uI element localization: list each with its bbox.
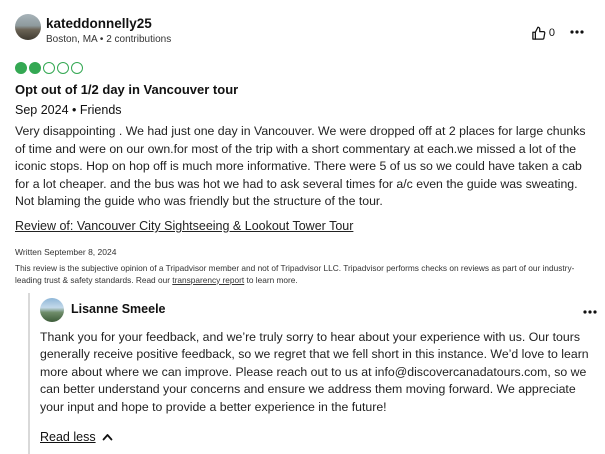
rating-bubble-empty (71, 62, 83, 74)
written-date: Written September 8, 2024 (15, 247, 117, 257)
read-less-button[interactable] (40, 430, 113, 444)
username[interactable]: kateddonnelly25 (46, 16, 152, 31)
more-options-icon[interactable] (569, 26, 585, 38)
rating-bubble-filled (15, 62, 27, 74)
trip-meta: Sep 2024 • Friends (15, 103, 122, 117)
helpful-count: 0 (548, 27, 555, 39)
response-divider (28, 293, 30, 454)
thumbs-up-icon (531, 26, 546, 41)
disclaimer-text: This review is the subjective opinion of a Tripadvisor member and not of Tripadvisor LLC. Tripadvisor performs checks on reviews as part of our industry-leading trust & safety standards. Read our (15, 263, 575, 285)
avatar[interactable] (15, 14, 41, 40)
helpful-vote-button[interactable] (531, 25, 555, 41)
response-text: Thank you for your feedback, and we’re truly sorry to hear about your experience with us. Our tours generally receive positive feedback, so we regret that we fell short in this instance. We’d love to learn more about where we can improve. Please reach out to us at info@discovercanadatours.com, so we can better understand your concerns and ensure we address them moving forward. We appreciate your input and hope to provide a better experience in the future! (40, 330, 589, 414)
chevron-up-icon (102, 433, 113, 441)
user-info: Boston, MA • 2 contributions (46, 34, 172, 45)
review-title: Opt out of 1/2 day in Vancouver tour (15, 82, 239, 97)
review-of-link[interactable]: Review of: Vancouver City Sightseeing & Lookout Tower Tour (15, 219, 354, 233)
responder-name: Lisanne Smeele (71, 302, 166, 316)
read-less-label: Read less (40, 430, 96, 444)
bubble-rating (15, 62, 83, 74)
transparency-report-link[interactable]: transparency report (172, 274, 245, 285)
rating-bubble-filled (29, 62, 41, 74)
owner-response (28, 293, 598, 454)
responder-avatar (40, 298, 64, 322)
rating-bubble-empty (43, 62, 55, 74)
rating-bubble-empty (57, 62, 69, 74)
response-more-options-icon[interactable] (582, 306, 598, 318)
disclaimer-text-end: to learn more. (244, 274, 298, 285)
disclaimer (15, 263, 595, 286)
review-header (15, 14, 585, 46)
review-body: Very disappointing . We had just one day in Vancouver. We were dropped off at 2 places for large chunks of time and were on our own.for most of the trip with a short commentary at each.we missed a lot of the iconic stops. Hop on hop off is much more informative. There were 5 of us so we could have taken a cab for a lot cheaper. and the bus was hot we had to ask several times for a/c even the guide was sweating. Not blaming the guide who was friendly but the structure of the tour. (15, 124, 586, 209)
